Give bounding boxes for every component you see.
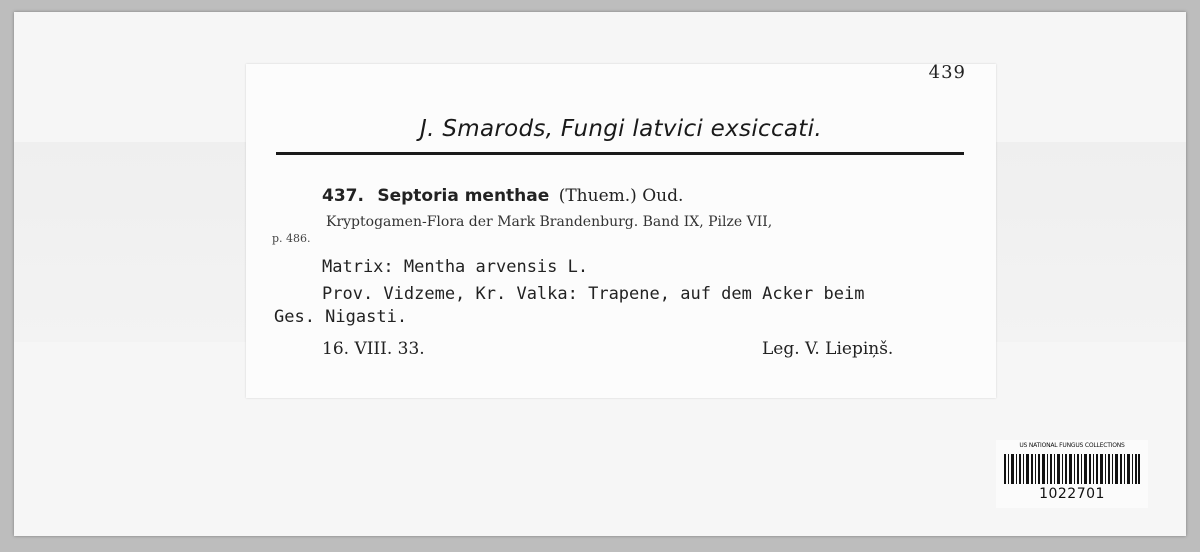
reference-page: p. 486. xyxy=(272,232,311,245)
label-number: 439 xyxy=(928,62,966,83)
collector: Leg. V. Liepiņš. xyxy=(762,339,894,359)
label-title: J. Smarods, Fungi latvici exsiccati. xyxy=(420,116,822,142)
barcode-caption: US NATIONAL FUNGUS COLLECTIONS xyxy=(1019,442,1125,449)
barcode-label xyxy=(996,440,1148,508)
reference-line: Kryptogamen-Flora der Mark Brandenburg. Band IX, Pilze VII, xyxy=(326,214,773,230)
entry-number: 437. xyxy=(322,186,364,206)
locality-line-1: Prov. Vidzeme, Kr. Valka: Trapene, auf dem Acker beim xyxy=(322,284,865,304)
species-authority: (Thuem.) Oud. xyxy=(558,186,684,206)
title-rule xyxy=(276,152,964,155)
matrix-line: Matrix: Mentha arvensis L. xyxy=(322,257,589,277)
species-line xyxy=(322,186,683,206)
barcode-number: 1022701 xyxy=(1039,486,1105,502)
barcode-icon xyxy=(1004,454,1140,484)
specimen-label xyxy=(246,64,996,398)
collection-date: 16. VIII. 33. xyxy=(322,339,425,359)
species-name: Septoria menthae xyxy=(377,186,550,206)
locality-line-2: Ges. Nigasti. xyxy=(274,307,408,327)
